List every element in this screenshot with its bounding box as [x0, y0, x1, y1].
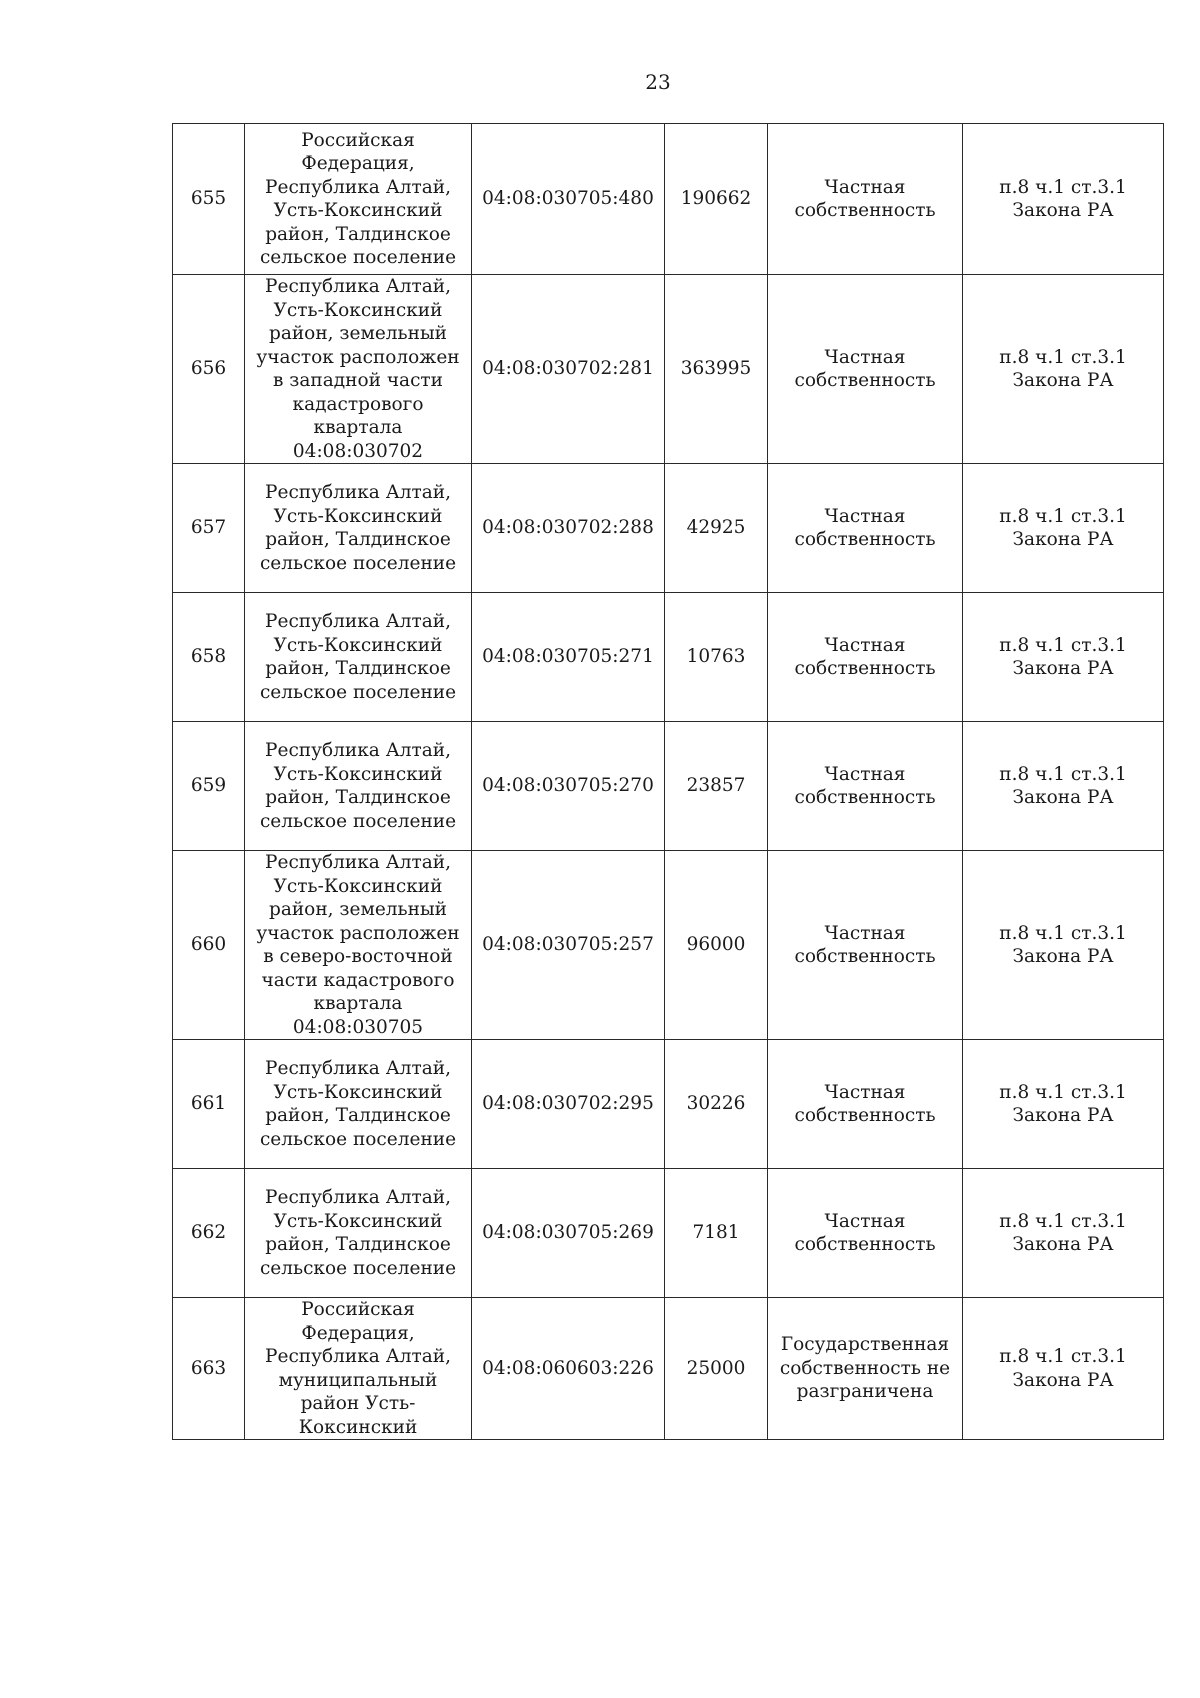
table-row: [173, 464, 1164, 593]
ownership-cell: Частная собственность: [768, 722, 963, 851]
ownership-cell: Государственная собственность не разграничена: [768, 1298, 963, 1440]
area-cell: 363995: [665, 275, 768, 464]
address-cell: Республика Алтай, Усть-Коксинский район, Талдинское сельское поселение: [245, 722, 472, 851]
address-cell: Российская Федерация, Республика Алтай, Усть-Коксинский район, Талдинское сельское поселение: [245, 124, 472, 275]
ownership-cell: Частная собственность: [768, 275, 963, 464]
ownership-cell: Частная собственность: [768, 1040, 963, 1169]
address-cell: Российская Федерация, Республика Алтай, муниципальный район Усть-Коксинский: [245, 1298, 472, 1440]
ownership-cell: Частная собственность: [768, 124, 963, 275]
cadastral-number-cell: 04:08:030705:269: [472, 1169, 665, 1298]
cadastral-number-cell: 04:08:030705:270: [472, 722, 665, 851]
address-cell: Республика Алтай, Усть-Коксинский район, Талдинское сельское поселение: [245, 464, 472, 593]
legal-basis-cell: п.8 ч.1 ст.3.1 Закона РА: [963, 722, 1164, 851]
legal-basis-cell: п.8 ч.1 ст.3.1 Закона РА: [963, 593, 1164, 722]
legal-basis-cell: п.8 ч.1 ст.3.1 Закона РА: [963, 1298, 1164, 1440]
table-row: [173, 851, 1164, 1040]
row-number-cell: 657: [173, 464, 245, 593]
cadastral-number-cell: 04:08:030705:257: [472, 851, 665, 1040]
area-cell: 7181: [665, 1169, 768, 1298]
address-cell: Республика Алтай, Усть-Коксинский район, Талдинское сельское поселение: [245, 1169, 472, 1298]
ownership-cell: Частная собственность: [768, 593, 963, 722]
area-cell: 25000: [665, 1298, 768, 1440]
address-cell: Республика Алтай, Усть-Коксинский район, Талдинское сельское поселение: [245, 1040, 472, 1169]
table-row: [173, 1169, 1164, 1298]
cadastral-number-cell: 04:08:030705:480: [472, 124, 665, 275]
page-number: 23: [645, 70, 671, 94]
cadastral-number-cell: 04:08:030705:271: [472, 593, 665, 722]
table-row: [173, 593, 1164, 722]
table-row: [173, 275, 1164, 464]
row-number-cell: 655: [173, 124, 245, 275]
legal-basis-cell: п.8 ч.1 ст.3.1 Закона РА: [963, 275, 1164, 464]
row-number-cell: 661: [173, 1040, 245, 1169]
row-number-cell: 663: [173, 1298, 245, 1440]
cadastral-number-cell: 04:08:030702:288: [472, 464, 665, 593]
legal-basis-cell: п.8 ч.1 ст.3.1 Закона РА: [963, 124, 1164, 275]
table-row: [173, 124, 1164, 275]
legal-basis-cell: п.8 ч.1 ст.3.1 Закона РА: [963, 1040, 1164, 1169]
area-cell: 30226: [665, 1040, 768, 1169]
cadastral-number-cell: 04:08:030702:295: [472, 1040, 665, 1169]
ownership-cell: Частная собственность: [768, 851, 963, 1040]
legal-basis-cell: п.8 ч.1 ст.3.1 Закона РА: [963, 464, 1164, 593]
land-registry-table: [172, 123, 1164, 1440]
table-row: [173, 1298, 1164, 1440]
row-number-cell: 658: [173, 593, 245, 722]
table-row: [173, 722, 1164, 851]
legal-basis-cell: п.8 ч.1 ст.3.1 Закона РА: [963, 1169, 1164, 1298]
table-row: [173, 1040, 1164, 1169]
area-cell: 190662: [665, 124, 768, 275]
ownership-cell: Частная собственность: [768, 1169, 963, 1298]
ownership-cell: Частная собственность: [768, 464, 963, 593]
address-cell: Республика Алтай, Усть-Коксинский район, земельный участок расположен в западной части кадастрового квартала 04:08:030702: [245, 275, 472, 464]
cadastral-number-cell: 04:08:030702:281: [472, 275, 665, 464]
row-number-cell: 656: [173, 275, 245, 464]
address-cell: Республика Алтай, Усть-Коксинский район, земельный участок расположен в северо-восточной части кадастрового квартала 04:08:030705: [245, 851, 472, 1040]
table-body: [173, 124, 1164, 1440]
address-cell: Республика Алтай, Усть-Коксинский район, Талдинское сельское поселение: [245, 593, 472, 722]
area-cell: 42925: [665, 464, 768, 593]
area-cell: 23857: [665, 722, 768, 851]
row-number-cell: 662: [173, 1169, 245, 1298]
row-number-cell: 660: [173, 851, 245, 1040]
area-cell: 96000: [665, 851, 768, 1040]
cadastral-number-cell: 04:08:060603:226: [472, 1298, 665, 1440]
area-cell: 10763: [665, 593, 768, 722]
legal-basis-cell: п.8 ч.1 ст.3.1 Закона РА: [963, 851, 1164, 1040]
row-number-cell: 659: [173, 722, 245, 851]
